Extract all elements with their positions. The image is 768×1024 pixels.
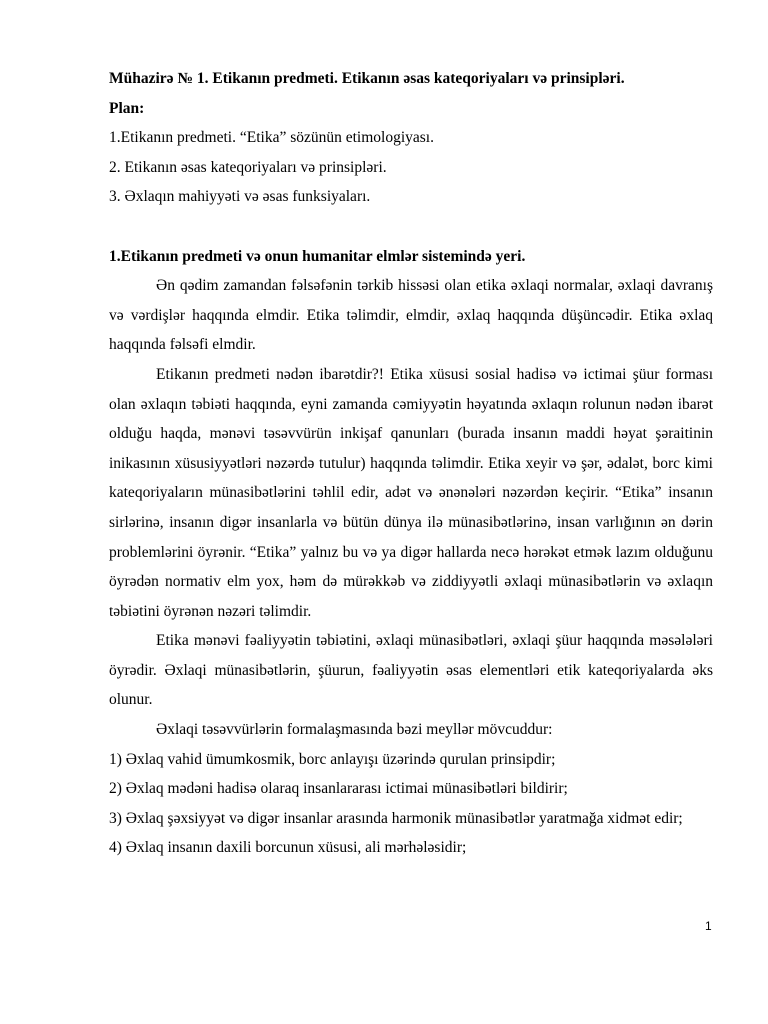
lecture-title: Mühazirə № 1. Etikanın predmeti. Etikanın əsas kateqoriyaları və prinsipləri. (109, 70, 625, 87)
plan-item: 3. Əxlaqın mahiyyəti və əsas funksiyaları. (109, 188, 371, 206)
blank-line (109, 212, 713, 242)
section-heading: 1.Etikanın predmeti və onun humanitar elmlər sistemində yeri. (109, 247, 526, 265)
list-item: 4) Əxlaq insanın daxili borcunun xüsusi, ali mərhələsidir; (109, 839, 467, 857)
paragraph: Etika mənəvi fəaliyyətin təbiətini, əxlaqi münasibətləri, əxlaqi şüur haqqında məsələləri öyrədir. Əxlaqi münasibətlərin, şüurun, fəaliyyətin əsas elementləri etik kateqoriyalarda əks olunur. (109, 632, 713, 709)
list-item: 1) Əxlaq vahid ümumkosmik, borc anlayışı üzərində qurulan prinsipdir; (109, 750, 556, 768)
list-item: 3) Əxlaq şəxsiyyət və digər insanlar arasında harmonik münasibətlər yaratmağa xidmət edir; (109, 809, 683, 827)
plan-item: 1.Etikanın predmeti. “Etika” sözünün etimologiyası. (109, 129, 434, 147)
document-body (109, 64, 713, 863)
paragraph: Əxlaqi təsəvvürlərin formalaşmasında bəzi meyllər mövcuddur: (156, 721, 553, 739)
page-number: 1 (705, 919, 712, 933)
plan-heading: Plan: (109, 99, 145, 117)
list-item: 2) Əxlaq mədəni hadisə olaraq insanlararası ictimai münasibətləri bildirir; (109, 780, 568, 798)
plan-item: 2. Etikanın əsas kateqoriyaları və prinsipləri. (109, 158, 387, 176)
paragraph: Etikanın predmeti nədən ibarətdir?! Etika xüsusi sosial hadisə və ictimai şüur forması olan əxlaqın təbiəti haqqında, eyni zamanda cəmiyyətin həyatında əxlaqın rolunun nədən ibarət olduğu haqda, mənəvi təsəvvürün inkişaf qanunları (burada insanın maddi həyat şəraitinin inikasının xüsusiyyətləri nəzərdə tutulur) haqqında təlimdir. Etika xeyir və şər, ədalət, borc kimi kateqoriyaların münasibətlərini təhlil edir, adət və ənənələri nəzərdən keçirir. “Etika” insanın sirlərinə, insanın digər insanlarla və bütün dünya ilə münasibətlərinə, insan varlığının ən dərin problemlərini öyrənir. “Etika” yalnız bu və ya digər hallarda necə hərəkət etmək lazım olduğunu öyrədən normativ elm yox, həm də mürəkkəb və ziddiyyətli əxlaqi münasibətlərin və əxlaqın təbiətini öyrənən nəzəri təlimdir. (109, 365, 713, 620)
paragraph: Ən qədim zamandan fəlsəfənin tərkib hissəsi olan etika əxlaqi normalar, əxlaqi davranış və vərdişlər haqqında elmdir. Etika təlimdir, elmdir, əxlaq haqqında düşüncədir. Etika əxlaq haqqında fəlsəfi elmdir. (109, 277, 713, 354)
